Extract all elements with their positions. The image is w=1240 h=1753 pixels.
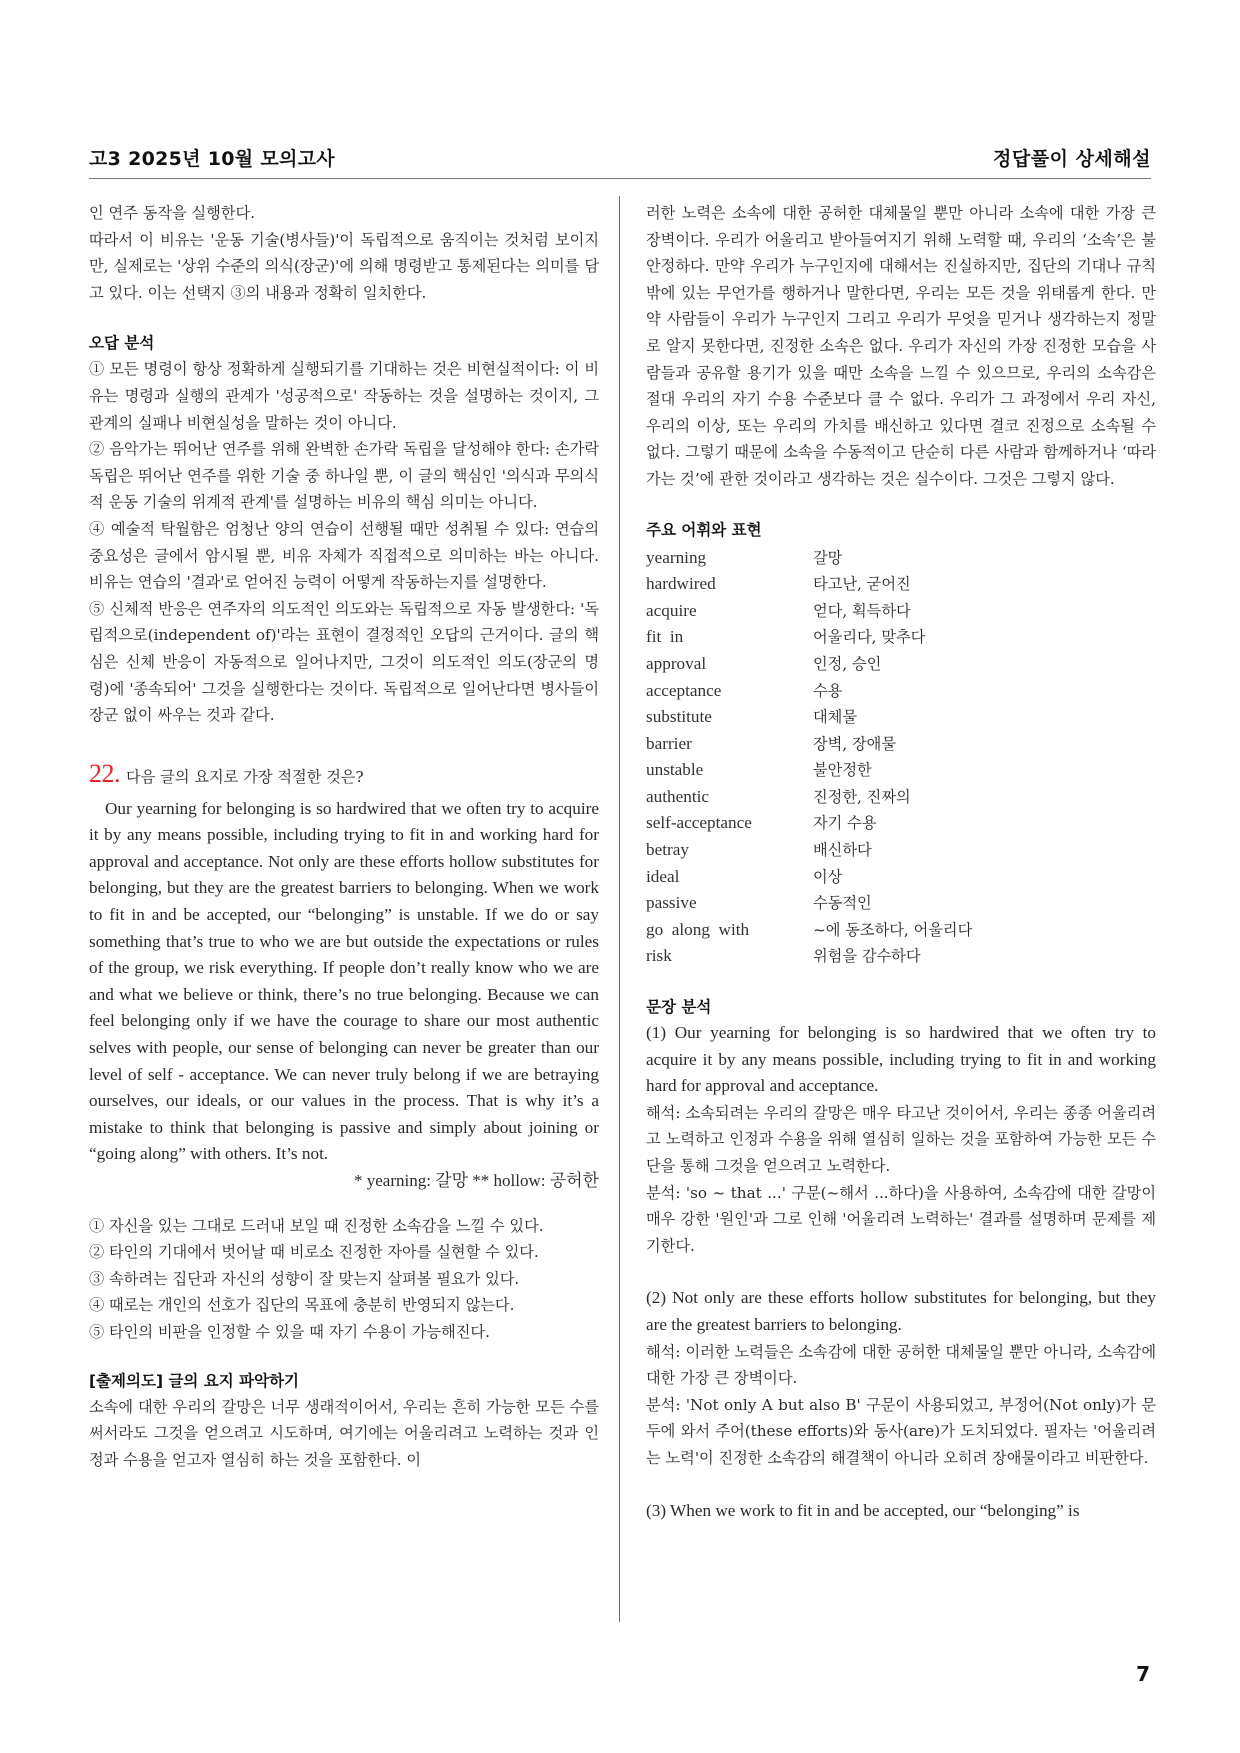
vocab-heading: 주요 어휘와 표현 (646, 520, 762, 539)
vocab-term: self-acceptance (646, 813, 752, 833)
section-title: 정답풀이 상세해설 (993, 148, 1151, 170)
right-column (646, 200, 1156, 1524)
wrong-answer-item: ⑤ 신체적 반응은 연주자의 의도적인 의도와는 독립적으로 자동 발생한다: '독립적으로(independent of)'라는 표현이 결정적인 오답의 근거이다. 글의 핵심은 신체 반응이 자동적으로 일어나지만, 그것이 의도적인 의도(장군의 명령)에 '종속되어' 그것을 실행한다는 것이다. 독립적으로 일어난다면 병사들이 장군 없이 싸우는 것과 같다. (89, 599, 599, 725)
intent-heading: [출제의도] 글의 요지 파악하기 (89, 1371, 300, 1390)
vocab-row (646, 651, 1156, 678)
answer-choices (89, 1213, 599, 1346)
vocab-meaning: 갈망 (813, 548, 843, 567)
vocab-meaning: 얻다, 획득하다 (813, 601, 911, 620)
vocab-row (646, 784, 1156, 811)
vocab-term: ideal (646, 866, 680, 886)
analysis-explanation: 분석: 'Not only A but also B' 구문이 사용되었고, 부정어(Not only)가 문두에 와서 주어(these efforts)와 동사(are)가 도치되었다. 필자는 '어울리려는 노력'이 진정한 소속감의 해결책이 아니라 오히려 장애물이라고 비판한다. (646, 1395, 1156, 1467)
analysis-explanation: 분석: 'so ~ that ...' 구문(~해서 ...하다)을 사용하여, 소속감에 대한 갈망이 매우 강한 '원인'과 그로 인해 '어울리려 노력하는' 결과를 설명하며 문제를 제기한다. (646, 1183, 1156, 1255)
choice-2: ② 타인의 기대에서 벗어날 때 비로소 진정한 자아를 실현할 수 있다. (89, 1243, 539, 1262)
vocab-term: acquire (646, 600, 697, 620)
vocab-meaning: 타고난, 굳어진 (813, 575, 911, 594)
vocab-row (646, 864, 1156, 891)
exam-title: 고3 2025년 10월 모의고사 (89, 148, 335, 170)
vocab-meaning: 수용 (813, 681, 843, 700)
left-column (89, 200, 599, 1473)
vocab-row (646, 837, 1156, 864)
wrong-answer-heading: 오답 분석 (89, 334, 155, 353)
vocab-row (646, 917, 1156, 944)
question-header (89, 759, 599, 792)
vocab-meaning: 진정한, 진짜의 (813, 787, 911, 806)
vocab-meaning: 배신하다 (813, 841, 872, 860)
intent-text: 소속에 대한 우리의 갈망은 너무 생래적이어서, 우리는 흔히 가능한 모든 수를 써서라도 그것을 얻으려고 시도하며, 여기에는 어울리려고 노력하는 것과 인정과 수용을 얻고자 열심히 하는 것을 포함한다. 이 (89, 1397, 599, 1469)
vocab-row (646, 598, 1156, 625)
intent-text-continued: 러한 노력은 소속에 대한 공허한 대체물일 뿐만 아니라 소속에 대한 가장 큰 장벽이다. 우리가 어울리고 받아들여지기 위해 노력할 때, 우리의 ‘소속’은 불안정하다. 만약 우리가 누구인지에 대해서는 진실하지만, 집단의 기대나 규칙 밖에 있는 무언가를 행하거나 말한다면, 우리는 모든 것을 위태롭게 한다. 만약 사람들이 우리가 누구인지 그리고 우리가 무엇을 믿거나 생각하는지 정말로 알지 못한다면, 진정한 소속은 없다. 우리가 자신의 가장 진정한 모습을 사람들과 공유할 용기가 있을 때만 소속을 느낄 수 있으므로, 우리의 소속감은 절대 우리의 자기 수용 수준보다 클 수 없다. 우리가 그 과정에서 우리 자신, 우리의 이상, 또는 우리의 가치를 배신하고 있다면 결코 진정으로 소속될 수 없다. 그렇기 때문에 소속을 수동적이고 단순히 다른 사람과 함께하거나 ‘따라가는 것’에 관한 것이라고 생각하는 것은 실수이다. 그것은 그렇지 않다. (646, 204, 1156, 488)
vocab-meaning: 이상 (813, 867, 843, 886)
vocab-meaning: 위험을 감수하다 (813, 947, 921, 966)
vocab-meaning: 대체물 (813, 708, 858, 727)
vocab-meaning: 불안정한 (813, 761, 872, 780)
vocab-term: authentic (646, 786, 709, 806)
vocab-term: substitute (646, 707, 712, 727)
wrong-answer-item: ② 음악가는 뛰어난 연주를 위해 완벽한 손가락 독립을 달성해야 한다: 손가락 독립은 뛰어난 연주를 위한 기술 중 하나일 뿐, 이 글의 핵심인 '의식과 무의식적 운동 기술의 위계적 관계'를 설명하는 비유의 핵심 의미는 아니다. (89, 440, 599, 512)
vocab-row (646, 731, 1156, 758)
vocab-meaning: 어울리다, 맞추다 (813, 628, 926, 647)
page-header (89, 142, 1151, 179)
vocab-term: acceptance (646, 680, 722, 700)
passage-footnote: * yearning: 갈망 ** hollow: 공허한 (353, 1171, 599, 1190)
vocab-list (646, 545, 1156, 971)
intro-paragraph: 따라서 이 비유는 '운동 기술(병사들)'이 독립적으로 움직이는 것처럼 보이지만, 실제로는 '상위 수준의 의식(장군)'에 의해 명령받고 통제된다는 의미를 담고 있다. 이는 선택지 ③의 내용과 정확히 일치한다. (89, 230, 599, 302)
vocab-row (646, 571, 1156, 598)
vocab-term: hardwired (646, 574, 716, 594)
wrong-answer-item: ④ 예술적 탁월함은 엄청난 양의 연습이 선행될 때만 성취될 수 있다: 연습의 중요성은 글에서 암시될 뿐, 비유 자체가 직접적으로 의미하는 바는 아니다. 비유는 연습의 '결과'로 얻어진 능력이 어떻게 작동하는지를 설명한다. (89, 519, 599, 592)
vocab-row (646, 757, 1156, 784)
vocab-term: approval (646, 653, 707, 673)
question-prompt: 다음 글의 요지로 가장 적절한 것은? (126, 767, 364, 786)
vocab-row (646, 624, 1156, 651)
choice-4: ④ 때로는 개인의 선호가 집단의 목표에 충분히 반영되지 않는다. (89, 1296, 515, 1315)
analysis-sentence: (1) Our yearning for belonging is so hardwired that we often try to acquire it by any means possible, including trying to fit in and working hard for approval and acceptance. (646, 1023, 1156, 1096)
vocab-term: go along with (646, 919, 750, 939)
analysis-sentence: (3) When we work to fit in and be accepted, our “belonging” is (646, 1500, 1080, 1520)
vocab-term: passive (646, 893, 697, 913)
analysis-sentence: (2) Not only are these efforts hollow substitutes for belonging, but they are the greatest barriers to belonging. (646, 1288, 1156, 1334)
vocab-row (646, 678, 1156, 705)
question-number: 22. (89, 758, 120, 788)
sentence-analysis-heading: 문장 분석 (646, 998, 712, 1017)
vocab-meaning: 인정, 승인 (813, 654, 882, 673)
vocab-term: yearning (646, 547, 707, 567)
vocab-term: unstable (646, 760, 704, 780)
vocab-meaning: 장벽, 장애물 (813, 734, 897, 753)
wrong-answer-item: ① 모든 명령이 항상 정확하게 실행되기를 기대하는 것은 비현실적이다: 이 비유는 명령과 실행의 관계가 '성공적으로' 작동하는 것을 설명하는 것이지, 그 관계의 실패나 비현실성을 말하는 것이 아니다. (89, 360, 599, 432)
question-passage: Our yearning for belonging is so hardwired that we often try to acquire it by any means possible, including trying to fit in and working hard for approval and acceptance. Not only are these efforts hollow substitutes for belonging, but they are the greatest barriers to belonging. When we work to fit in and be accepted, our “belonging” is unstable. If we do or say something that’s true to who we are but outside the expectations or rules of the group, we risk everything. If people don’t really know who we are and what we believe or think, there’s no true belonging. Because we can feel belonging only if we have the courage to share our most authentic selves with people, our sense of belonging can never be greater than our level of self - acceptance. We can never truly belong if we are betraying ourselves, our ideals, or our values in the process. That is why it’s a mistake to think that belonging is passive and simply about joining or “going along” with others. It’s not. (89, 798, 599, 1164)
vocab-row (646, 890, 1156, 917)
vocab-term: barrier (646, 733, 692, 753)
vocab-row (646, 545, 1156, 572)
choice-1: ① 자신을 있는 그대로 드러내 보일 때 진정한 소속감을 느낄 수 있다. (89, 1216, 544, 1235)
choice-3: ③ 속하려는 집단과 자신의 성향이 잘 맞는지 살펴볼 필요가 있다. (89, 1269, 520, 1288)
vocab-meaning: 수동적인 (813, 894, 872, 913)
vocab-row (646, 704, 1156, 731)
choice-5: ⑤ 타인의 비판을 인정할 수 있을 때 자기 수용이 가능해진다. (89, 1322, 490, 1341)
vocab-term: risk (646, 946, 672, 966)
vocab-row (646, 943, 1156, 970)
vocab-term: fit in (646, 627, 684, 647)
vocab-term: betray (646, 840, 689, 860)
page-number: 7 (1136, 1662, 1150, 1686)
vocab-row (646, 810, 1156, 837)
analysis-translation: 해석: 소속되려는 우리의 갈망은 매우 타고난 것이어서, 우리는 종종 어울리려고 노력하고 인정과 수용을 위해 열심히 일하는 것을 포함하여 가능한 모든 수단을 통해 그것을 얻으려고 노력한다. (646, 1103, 1156, 1175)
analysis-translation: 해석: 이러한 노력들은 소속감에 대한 공허한 대체물일 뿐만 아니라, 소속감에 대한 가장 큰 장벽이다. (646, 1342, 1156, 1388)
vocab-meaning: ~에 동조하다, 어울리다 (813, 920, 973, 939)
vocab-meaning: 자기 수용 (813, 814, 877, 833)
intro-line: 인 연주 동작을 실행한다. (89, 204, 256, 222)
column-divider (619, 196, 620, 1622)
